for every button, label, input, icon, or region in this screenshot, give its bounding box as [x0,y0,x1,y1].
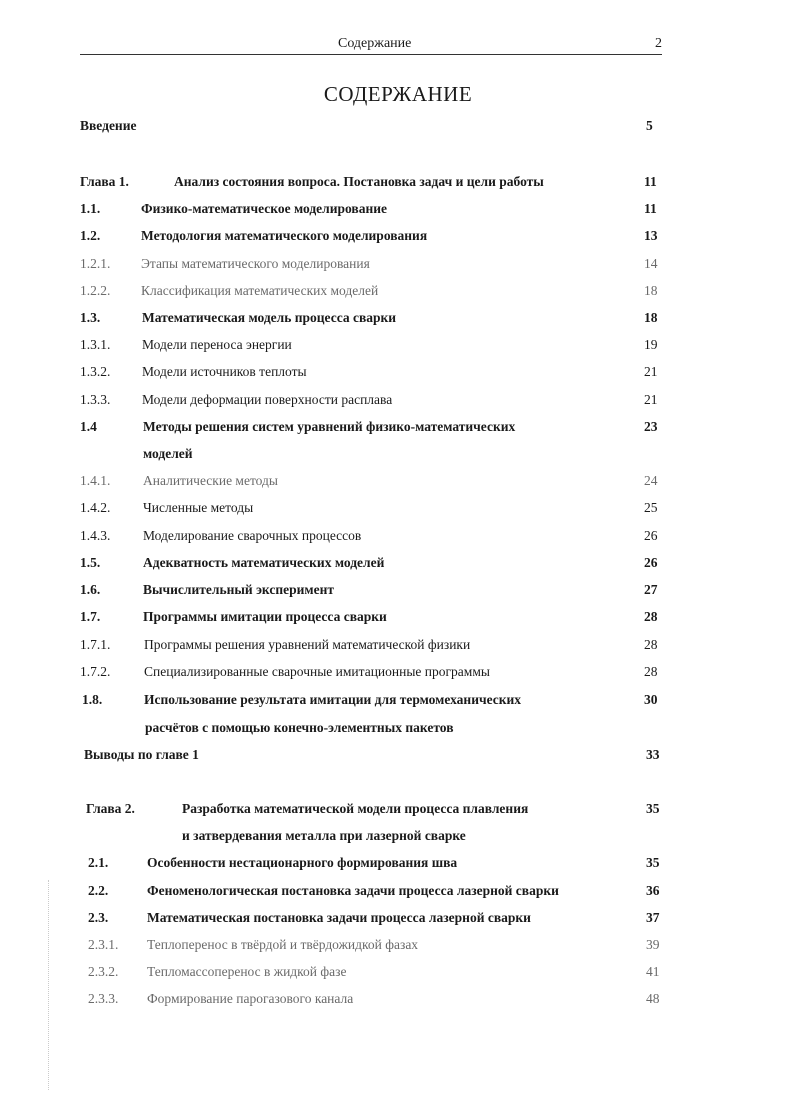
chapter-label: Глава 2. [86,801,135,816]
toc-num: 1.2.1. [80,256,111,271]
toc-text: Выводы по главе 1 [84,747,199,762]
toc-page: 27 [644,582,658,597]
toc-page: 24 [644,473,658,488]
toc-text: Математическая модель процесса сварки [142,310,397,325]
toc-page: 5 [646,118,653,133]
toc-num: 1.7.2. [80,664,111,679]
toc-page: 35 [646,855,660,870]
toc-text: Использование результата имитации для термомеханических [144,692,522,707]
toc-text: Формирование парогазового канала [147,991,354,1006]
toc-page: 30 [644,692,658,707]
toc-page: 35 [646,801,660,816]
toc-page: 28 [644,609,658,624]
toc-text: Методы решения систем уравнений физико-математических [143,419,516,434]
header-title: Содержание [338,36,412,51]
toc-page: 26 [644,528,658,543]
toc-page: 18 [644,310,658,325]
toc-text-continued: моделей [143,446,193,461]
toc-text: Математическая постановка задачи процесса лазерной сварки [147,910,531,925]
toc-num: 1.4.2. [80,500,111,515]
toc-page: 21 [644,392,658,407]
toc-page: 37 [646,910,660,925]
running-header [80,36,662,55]
toc-page: 25 [644,500,658,515]
binding-edge-marks [48,880,63,1090]
toc-page: 33 [646,747,660,762]
toc-num: 1.7.1. [80,637,111,652]
toc-page: 28 [644,637,658,652]
toc-text: Феноменологическая постановка задачи процесса лазерной сварки [147,883,559,898]
toc-num: 1.6. [80,582,101,597]
header-page-number: 2 [655,36,662,51]
toc-num: 1.2.2. [80,283,111,298]
toc-num: 1.3. [80,310,101,325]
toc-num: 1.2. [80,228,101,243]
toc-num: 1.3.2. [80,364,111,379]
toc-text: Программы решения уравнений математической физики [144,637,471,652]
toc-text: Методология математического моделирования [141,228,428,243]
toc-page: 28 [644,664,658,679]
toc-page: 39 [646,937,660,952]
chapter-title: Анализ состояния вопроса. Постановка задач и цели работы [174,174,544,189]
chapter-title: Разработка математической модели процесса плавления [182,801,529,816]
toc-num: 1.1. [80,201,101,216]
toc-text: Аналитические методы [143,473,278,488]
toc-text: Модели источников теплоты [142,364,307,379]
toc-text-continued: расчётов с помощью конечно-элементных пакетов [145,720,454,735]
toc-text: Адекватность математических моделей [143,555,385,570]
toc-num: 1.4 [80,419,97,434]
toc-page: 19 [644,337,658,352]
toc-text: Классификация математических моделей [141,283,379,298]
toc-num: 1.7. [80,609,101,624]
toc-page: 11 [644,174,657,189]
toc-page: 26 [644,555,658,570]
toc-num: 1.3.3. [80,392,111,407]
chapter-title-continued: и затвердевания металла при лазерной сварке [182,828,466,843]
toc-num: 2.3.2. [88,964,119,979]
toc-text: Модели переноса энергии [142,337,292,352]
toc-text: Программы имитации процесса сварки [143,609,387,624]
toc-page: 41 [646,964,660,979]
toc-num: 2.3. [88,910,109,925]
toc-intro-label: Введение [80,118,137,133]
toc-text: Модели деформации поверхности расплава [142,392,393,407]
toc-page: 36 [646,883,660,898]
toc-page: 14 [644,256,658,271]
toc-page: 13 [644,228,658,243]
toc-page: 18 [644,283,658,298]
toc-num: 2.1. [88,855,109,870]
toc-text: Вычислительный эксперимент [143,582,335,597]
toc-text: Особенности нестационарного формирования шва [147,855,458,870]
toc-text: Физико-математическое моделирование [141,201,388,216]
toc-num: 1.5. [80,555,101,570]
toc-text: Теплоперенос в твёрдой и твёрдожидкой фазах [147,937,419,952]
toc-text: Специализированные сварочные имитационные программы [144,664,490,679]
toc-num: 2.3.1. [88,937,119,952]
toc-page: 21 [644,364,658,379]
toc-num: 2.3.3. [88,991,119,1006]
toc-page: 23 [644,419,658,434]
toc-text: Тепломассоперенос в жидкой фазе [147,964,347,979]
toc-num: 2.2. [88,883,109,898]
toc-page: 11 [644,201,657,216]
toc-text: Этапы математического моделирования [141,256,370,271]
chapter-label: Глава 1. [80,174,129,189]
toc-num: 1.4.3. [80,528,111,543]
page-title: СОДЕРЖАНИЕ [323,82,473,106]
toc-page: 48 [646,991,660,1006]
toc-num: 1.3.1. [80,337,111,352]
toc-text: Численные методы [143,500,254,515]
toc-num: 1.4.1. [80,473,111,488]
toc-text: Моделирование сварочных процессов [143,528,362,543]
toc-num: 1.8. [82,692,103,707]
